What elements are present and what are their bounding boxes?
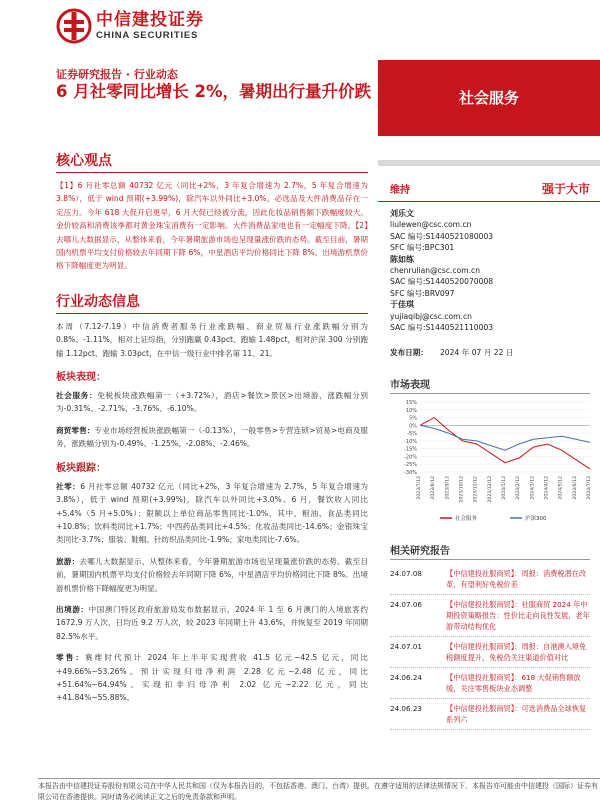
rating-row <box>378 172 600 202</box>
performance-heading: 板块表现： <box>56 372 106 384</box>
series-line <box>420 426 590 451</box>
industry-intro: 本周（7.12-7.19）中信消费者服务行业涨跌幅、商业贸易行业涨跌幅分别为 0.8%、-1.11%，相对上证综指，分别跑赢 0.43pct、跑输 1.48pct，相对沪深 300 分别跑输 1.12pct、跑输 3.03pct，在中信一级行业中排名第 11、21。 <box>56 321 368 358</box>
y-tick-label: 15% <box>405 400 417 407</box>
y-tick-label: 10% <box>405 408 417 415</box>
y-tick-label: -5% <box>407 431 417 438</box>
related-report-item[interactable] <box>390 668 590 699</box>
related-report-title[interactable]: 【中信建投社服商贸】：周报：自港澳入境免税额度提升，免税仍关注渠道价值对比 <box>446 642 587 663</box>
outbound-paragraph <box>56 603 368 643</box>
rating-value: 强于大市 <box>541 182 590 196</box>
analyst-email[interactable]: yujiaqibj@csc.com.cn <box>390 311 472 321</box>
core-view-text: 【1】6 月社零总额 40732 亿元（同比+2%，3 年复合增速为 2.7%，5 年复合增速为 3.8%），低于 wind 预期(+3.99%)，除汽车以外同比+3.0%。必选品及大件消费品存在一定压力。今年 618 大促开启更早，6 月大促已经被分流，因此化妆品销售额下跌幅度较大。金价较高和消费该季都对黄金珠宝消费有一定影响。大件消费品家电也有一定幅度下降。【2】去哪儿大数据显示，从整体来看，今年暑期旅游市场也呈现量涨价跌的态势。截至目前，暑期国内机票平均支付价格较去年同期下降 6%，中星酒店平均价格同比下降 8%。出境游机票价格下降幅度更为明显。 <box>56 181 368 271</box>
social-service-text: 免税板块涨跌幅第一（+3.72%），酒店>餐饮>景区>出境游，涨跌幅分别为-0.31%、-2.71%、-3.76%、-6.10%。 <box>56 391 369 414</box>
analyst-entry <box>390 299 588 333</box>
market-heading: 市场表现 <box>390 376 590 394</box>
related-report-item[interactable] <box>390 699 590 730</box>
analyst-sac: SAC 编号:S1440521080003 <box>390 231 494 241</box>
y-tick-label: -20% <box>404 454 417 461</box>
tourism-paragraph <box>56 555 368 595</box>
retail-paragraph <box>56 424 368 451</box>
publish-date-row <box>378 347 600 358</box>
x-tick-label: 2023/11/12 <box>473 476 479 503</box>
related-report-date: 24.07.01 <box>390 642 423 652</box>
related-heading: 相关研究报告 <box>390 542 590 560</box>
related-report-title[interactable]: 【中信建投社服商贸】：社服商贸 2024 年中期投资策略报告：性价比走向良性发展，老年游带动结构优化 <box>446 600 590 632</box>
analyst-sac: SAC 编号:S1440521110003 <box>390 323 494 333</box>
main-column <box>56 150 368 713</box>
related-report-item[interactable] <box>390 564 590 595</box>
sales-paragraph <box>56 651 368 705</box>
report-title: 6 月社零同比增长 2%，暑期出行量升价跌 <box>56 82 371 101</box>
industry-heading: 行业动态信息 <box>56 291 368 314</box>
tourism-text: 去哪儿大数据显示，从整体来看，今年暑期旅游市场也呈现量涨价跌的态势。截至目前，暑期国内机票平均支付价格较去年同期下降 6%，中星酒店平均价格同比下降 8%。出境游机票价格下降幅度更为明显。 <box>56 556 369 593</box>
related-reports <box>378 542 600 730</box>
retail-sales-text: 6 月社零总额 40732 亿元（同比+2%，3 年复合增速为 2.7%，5 年复合增速为 3.8%），低于 wind 预期(+3.99%)，除汽车以外同比+3.0%。6 月，餐饮收入同比+5.4%（5 月+5.0%）；限额以上单位商品零售同比-1.0%，其中，粮油、食品类同比+10.8%；饮料类同比+1.7%；中西药品类同比+4.5%；化妆品类同比-14.6%；金银珠宝类同比-3.7%；服装、鞋帽、针纺织品类同比-1.9%；家电类同比-7.6%。 <box>56 481 369 545</box>
y-tick-label: -30% <box>404 470 417 477</box>
y-tick-label: -25% <box>404 462 417 469</box>
sales-label: 零售： <box>56 653 86 663</box>
x-tick-label: 2024/5/12 <box>558 476 564 501</box>
sidebar <box>378 160 600 730</box>
y-tick-label: -10% <box>404 439 417 446</box>
y-tick-label: -15% <box>404 447 417 454</box>
related-report-date: 24.07.08 <box>390 569 423 579</box>
x-tick-label: 2024/7/12 <box>587 476 592 501</box>
disclaimer-footer: 本报告由中信建投证券股份有限公司在中华人民共和国（仅为本报告目的，不包括香港、澳门、台湾）提供。在遵守适用的法律法规情况下，本报告亦可能由中信建投（国际）证券有限公司在香港提供。同时请务必阅读正文之后的免责条款和声明。 <box>38 778 600 800</box>
related-report-title[interactable]: 【中信建投社服商贸】：可选消费品全球恢复系列六 <box>446 704 587 725</box>
core-view-heading: 核心观点 <box>56 150 368 173</box>
analyst-email[interactable]: liulewen@csc.com.cn <box>390 220 472 230</box>
x-tick-label: 2023/12/12 <box>487 476 493 503</box>
analyst-entry <box>390 254 588 300</box>
analyst-email[interactable]: chenrulian@csc.com.cn <box>390 266 481 276</box>
publish-date-label: 发布日期： <box>390 348 428 358</box>
x-tick-label: 2024/2/12 <box>516 476 522 501</box>
brand-mark-icon <box>56 8 92 44</box>
related-report-item[interactable] <box>390 595 590 637</box>
brand-name-en: CHINA SECURITIES <box>96 30 199 41</box>
x-tick-label: 2023/10/12 <box>459 476 465 503</box>
report-kicker: 证券研究报告 · 行业动态 <box>56 68 178 81</box>
tracking-heading: 板块跟踪： <box>56 462 106 474</box>
related-report-item[interactable] <box>390 637 590 668</box>
market-section <box>378 376 600 528</box>
related-report-date: 24.06.23 <box>390 704 423 714</box>
outbound-text: 中国澳门特区政府旅游局发布数据显示，2024 年 1 至 6 月澳门的入境旅客约 1672.9 万人次，日均近 9.2 万人次，较 2023 年同期上升 43.6%，并恢复至 2019 年同期 82.5%水平。 <box>56 604 368 641</box>
analyst-name: 陈如练 <box>390 254 414 264</box>
related-report-title[interactable]: 【中信建投社服商贸】：618 大促销售额放缓，关注零售板块业态调整 <box>446 673 581 694</box>
x-tick-label: 2024/6/12 <box>572 476 578 501</box>
retail-label: 商贸零售： <box>56 425 95 435</box>
analyst-sfc: SFC 编号:BPC301 <box>390 243 455 253</box>
x-tick-label: 2023/9/12 <box>445 476 451 501</box>
sector-label: 社会服务 <box>378 60 600 136</box>
retail-sales-label: 社零： <box>56 481 81 491</box>
outbound-label: 出境游： <box>56 604 89 614</box>
sidebar-divider <box>378 160 600 166</box>
sales-text: 赛维时代预计 2024 年上半年实现营收 41.5 亿元~42.5 亿元，同比+49.66%~53.26%。预计实现归母净利润 2.28 亿元~2.48 亿元，同比+51.64%~64.94%。实现扣非归母净利 2.02 亿元~2.22 亿元，同比+41.84%~55.88%。 <box>56 653 368 703</box>
analyst-entry <box>390 208 588 254</box>
x-tick-label: 2024/3/12 <box>530 476 536 501</box>
related-report-title[interactable]: 【中信建投社服商贸】：周报：消费税潜在改革，有望利好免税价差 <box>446 569 587 590</box>
analyst-name: 于佳琪 <box>390 300 414 310</box>
related-report-date: 24.07.06 <box>390 600 423 610</box>
analyst-name: 刘乐文 <box>390 209 414 218</box>
legend-label: 社会服务 <box>455 516 478 523</box>
y-tick-label: 5% <box>409 416 417 423</box>
rating-label: 维持 <box>390 185 410 196</box>
retail-text: 专业市场经营板块涨跌幅第一（-0.13%），一般零售>专营连锁>贸易>电商及服务，涨跌幅分别为-0.49%、-1.25%、-2.08%、-2.46%。 <box>56 425 369 449</box>
analyst-sfc: SFC 编号:BRV097 <box>390 288 455 298</box>
social-service-label: 社会服务： <box>56 391 98 401</box>
analyst-sac: SAC 编号:S1440520070008 <box>390 277 494 287</box>
social-service-paragraph <box>56 389 368 416</box>
y-tick-label: 0% <box>409 423 417 430</box>
analyst-list <box>378 202 600 333</box>
x-tick-label: 2023/8/12 <box>431 476 437 501</box>
publish-date: 2024 年 07 月 22 日 <box>439 348 514 358</box>
x-tick-label: 2023/7/12 <box>417 476 422 501</box>
brand-name-cn: 中信建投证券 <box>96 10 204 30</box>
legend-label: 沪深300 <box>525 516 547 523</box>
tourism-label: 旅游： <box>56 556 80 566</box>
x-tick-label: 2024/4/12 <box>544 476 550 501</box>
brand-logo <box>56 8 204 44</box>
x-tick-label: 2024/1/12 <box>502 476 507 501</box>
market-chart <box>390 394 600 524</box>
related-report-date: 24.06.24 <box>390 673 423 683</box>
retail-sales-paragraph <box>56 480 368 547</box>
